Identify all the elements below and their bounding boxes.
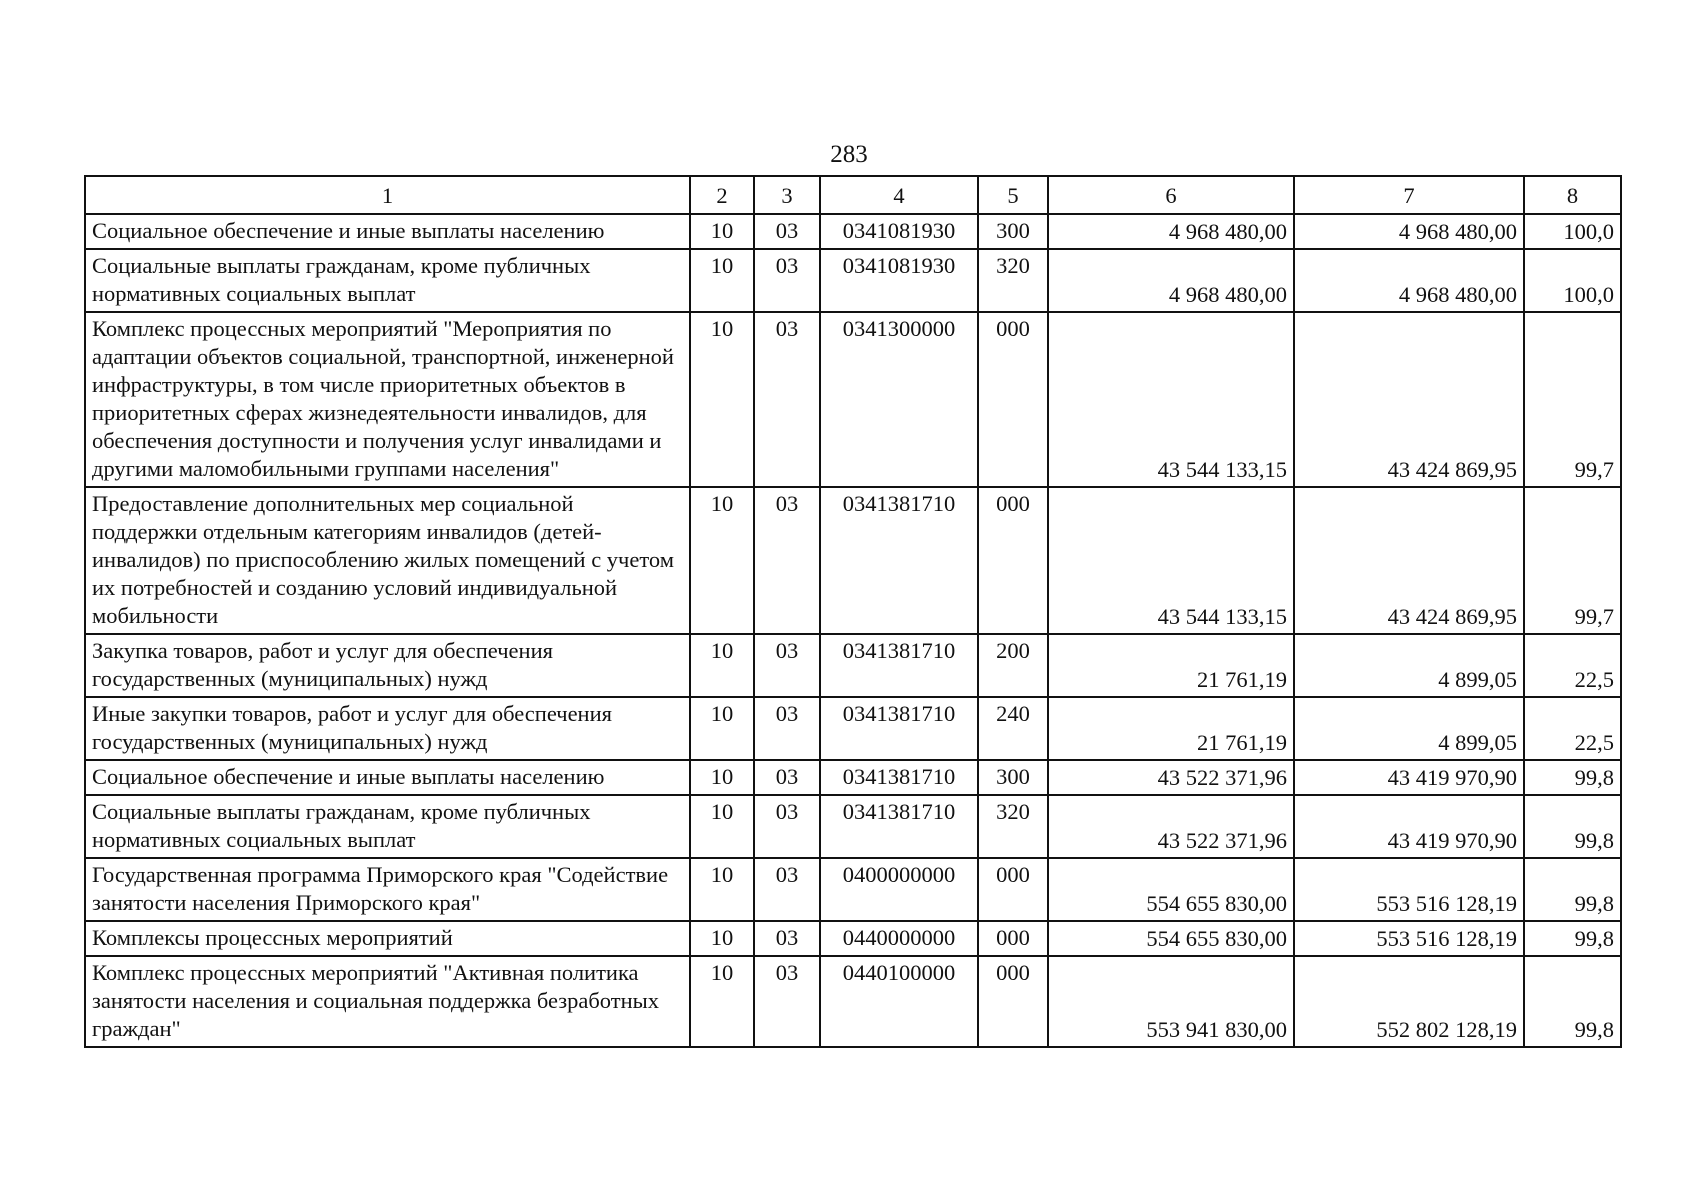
subsection-code-cell: 03 [754, 795, 820, 858]
expense-kind-cell: 240 [978, 697, 1048, 760]
expense-kind-cell: 320 [978, 249, 1048, 312]
section-code-cell: 10 [690, 249, 754, 312]
subsection-code-cell: 03 [754, 214, 820, 249]
target-code-cell: 0341381710 [820, 697, 978, 760]
table-row [85, 697, 1621, 760]
column-header-1: 1 [85, 176, 690, 214]
row-name-cell: Социальные выплаты гражданам, кроме публичных нормативных социальных выплат [85, 795, 690, 858]
table-row [85, 858, 1621, 921]
section-code-cell: 10 [690, 956, 754, 1047]
planned-amount-cell: 554 655 830,00 [1048, 858, 1294, 921]
execution-percent-cell: 100,0 [1524, 214, 1621, 249]
table-row [85, 214, 1621, 249]
target-code-cell: 0341381710 [820, 795, 978, 858]
section-code-cell: 10 [690, 921, 754, 956]
execution-percent-cell: 99,8 [1524, 858, 1621, 921]
planned-amount-cell: 553 941 830,00 [1048, 956, 1294, 1047]
row-name-cell: Комплексы процессных мероприятий [85, 921, 690, 956]
row-name-cell: Государственная программа Приморского края "Содействие занятости населения Приморского края" [85, 858, 690, 921]
subsection-code-cell: 03 [754, 760, 820, 795]
execution-percent-cell: 99,8 [1524, 795, 1621, 858]
execution-percent-cell: 99,7 [1524, 487, 1621, 634]
planned-amount-cell: 43 522 371,96 [1048, 760, 1294, 795]
target-code-cell: 0400000000 [820, 858, 978, 921]
row-name-cell: Комплекс процессных мероприятий "Мероприятия по адаптации объектов социальной, транспортной, инженерной инфраструктуры, в том числе приоритетных объектов в приоритетных сферах жизнедеятельности инвалидов, для обеспечения доступности и получения услуг инвалидами и другими маломобильными группами населения" [85, 312, 690, 487]
execution-percent-cell: 99,7 [1524, 312, 1621, 487]
expense-kind-cell: 000 [978, 921, 1048, 956]
target-code-cell: 0341381710 [820, 487, 978, 634]
execution-percent-cell: 22,5 [1524, 634, 1621, 697]
section-code-cell: 10 [690, 795, 754, 858]
execution-percent-cell: 22,5 [1524, 697, 1621, 760]
row-name-cell: Социальное обеспечение и иные выплаты населению [85, 214, 690, 249]
table-row [85, 956, 1621, 1047]
row-name-cell: Комплекс процессных мероприятий "Активная политика занятости населения и социальная поддержка безработных граждан" [85, 956, 690, 1047]
execution-percent-cell: 99,8 [1524, 760, 1621, 795]
execution-percent-cell: 99,8 [1524, 921, 1621, 956]
executed-amount-cell: 4 899,05 [1294, 697, 1524, 760]
subsection-code-cell: 03 [754, 312, 820, 487]
row-name-cell: Закупка товаров, работ и услуг для обеспечения государственных (муниципальных) нужд [85, 634, 690, 697]
table-row [85, 760, 1621, 795]
subsection-code-cell: 03 [754, 921, 820, 956]
target-code-cell: 0341081930 [820, 249, 978, 312]
table-row [85, 795, 1621, 858]
row-name-cell: Социальные выплаты гражданам, кроме публичных нормативных социальных выплат [85, 249, 690, 312]
executed-amount-cell: 4 968 480,00 [1294, 214, 1524, 249]
budget-table [84, 175, 1622, 1048]
planned-amount-cell: 43 522 371,96 [1048, 795, 1294, 858]
section-code-cell: 10 [690, 634, 754, 697]
table-body [85, 214, 1621, 1047]
subsection-code-cell: 03 [754, 858, 820, 921]
subsection-code-cell: 03 [754, 956, 820, 1047]
expense-kind-cell: 200 [978, 634, 1048, 697]
section-code-cell: 10 [690, 487, 754, 634]
planned-amount-cell: 43 544 133,15 [1048, 487, 1294, 634]
row-name-cell: Иные закупки товаров, работ и услуг для обеспечения государственных (муниципальных) нужд [85, 697, 690, 760]
executed-amount-cell: 43 419 970,90 [1294, 760, 1524, 795]
column-header-6: 6 [1048, 176, 1294, 214]
executed-amount-cell: 43 419 970,90 [1294, 795, 1524, 858]
expense-kind-cell: 000 [978, 487, 1048, 634]
planned-amount-cell: 4 968 480,00 [1048, 249, 1294, 312]
column-header-3: 3 [754, 176, 820, 214]
expense-kind-cell: 000 [978, 312, 1048, 487]
section-code-cell: 10 [690, 697, 754, 760]
section-code-cell: 10 [690, 760, 754, 795]
execution-percent-cell: 100,0 [1524, 249, 1621, 312]
planned-amount-cell: 21 761,19 [1048, 634, 1294, 697]
header-row [85, 176, 1621, 214]
table-row [85, 312, 1621, 487]
subsection-code-cell: 03 [754, 634, 820, 697]
executed-amount-cell: 43 424 869,95 [1294, 487, 1524, 634]
expense-kind-cell: 300 [978, 214, 1048, 249]
target-code-cell: 0440100000 [820, 956, 978, 1047]
page-number: 283 [830, 141, 868, 168]
section-code-cell: 10 [690, 312, 754, 487]
column-header-8: 8 [1524, 176, 1621, 214]
subsection-code-cell: 03 [754, 249, 820, 312]
column-header-2: 2 [690, 176, 754, 214]
column-header-5: 5 [978, 176, 1048, 214]
target-code-cell: 0440000000 [820, 921, 978, 956]
expense-kind-cell: 300 [978, 760, 1048, 795]
row-name-cell: Предоставление дополнительных мер социальной поддержки отдельным категориям инвалидов (детей-инвалидов) по приспособлению жилых помещений с учетом их потребностей и созданию условий индивидуальной мобильности [85, 487, 690, 634]
executed-amount-cell: 4 899,05 [1294, 634, 1524, 697]
section-code-cell: 10 [690, 214, 754, 249]
subsection-code-cell: 03 [754, 697, 820, 760]
planned-amount-cell: 554 655 830,00 [1048, 921, 1294, 956]
section-code-cell: 10 [690, 858, 754, 921]
target-code-cell: 0341381710 [820, 760, 978, 795]
table-row [85, 249, 1621, 312]
subsection-code-cell: 03 [754, 487, 820, 634]
executed-amount-cell: 4 968 480,00 [1294, 249, 1524, 312]
target-code-cell: 0341081930 [820, 214, 978, 249]
executed-amount-cell: 43 424 869,95 [1294, 312, 1524, 487]
column-header-4: 4 [820, 176, 978, 214]
column-header-7: 7 [1294, 176, 1524, 214]
target-code-cell: 0341300000 [820, 312, 978, 487]
table-row [85, 921, 1621, 956]
execution-percent-cell: 99,8 [1524, 956, 1621, 1047]
table-row [85, 634, 1621, 697]
executed-amount-cell: 553 516 128,19 [1294, 858, 1524, 921]
executed-amount-cell: 552 802 128,19 [1294, 956, 1524, 1047]
planned-amount-cell: 43 544 133,15 [1048, 312, 1294, 487]
expense-kind-cell: 000 [978, 858, 1048, 921]
executed-amount-cell: 553 516 128,19 [1294, 921, 1524, 956]
expense-kind-cell: 000 [978, 956, 1048, 1047]
target-code-cell: 0341381710 [820, 634, 978, 697]
planned-amount-cell: 21 761,19 [1048, 697, 1294, 760]
table-row [85, 487, 1621, 634]
expense-kind-cell: 320 [978, 795, 1048, 858]
row-name-cell: Социальное обеспечение и иные выплаты населению [85, 760, 690, 795]
planned-amount-cell: 4 968 480,00 [1048, 214, 1294, 249]
